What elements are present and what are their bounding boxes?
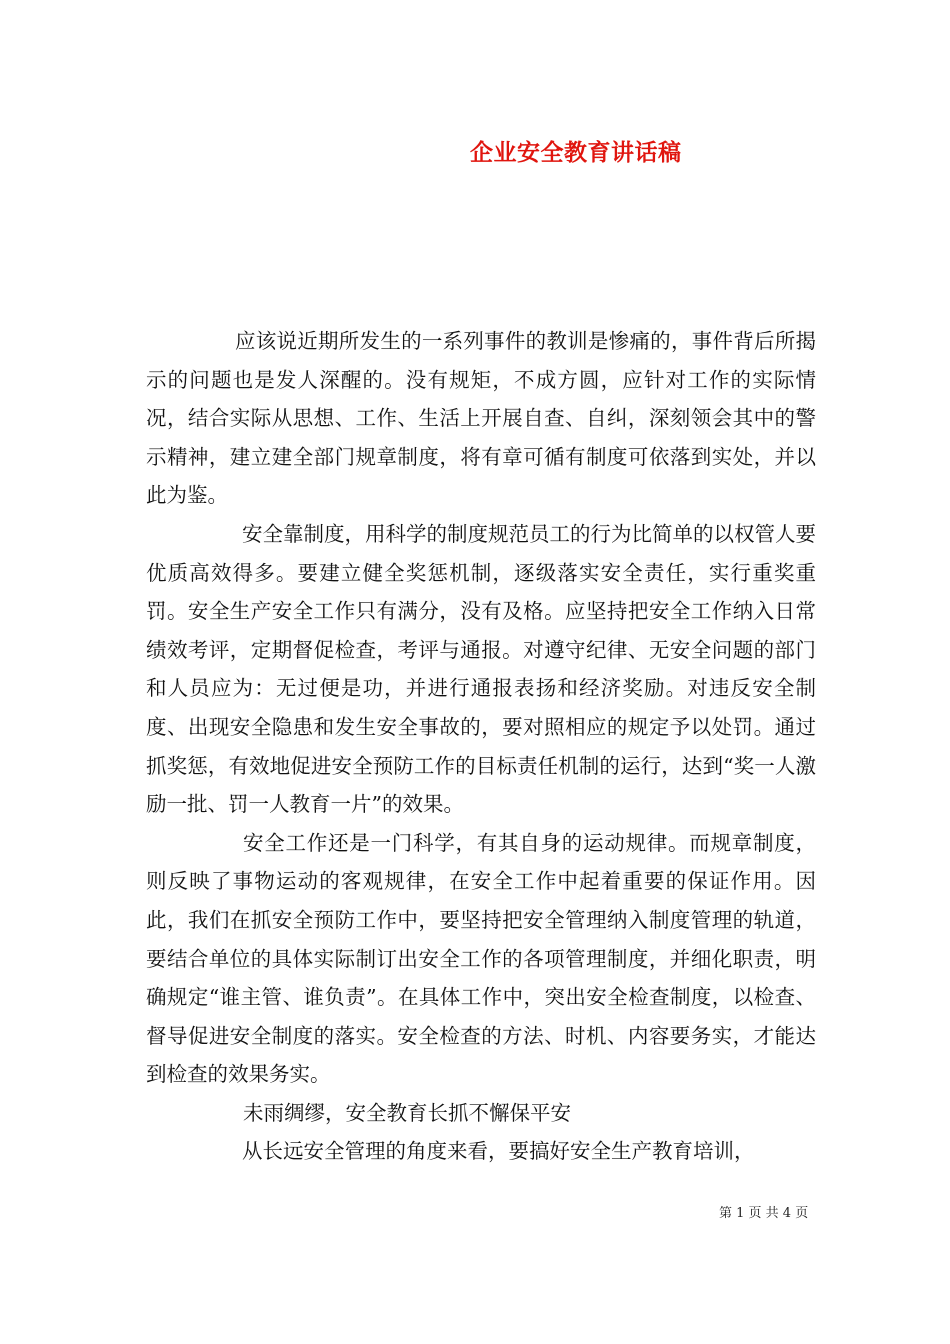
paragraph-long-term-management: 从长远安全管理的角度来看，要搞好安全生产教育培训，	[242, 1139, 755, 1164]
page-number-footer: 第 1 页 共 4 页	[719, 1206, 809, 1221]
document-body	[146, 322, 816, 1171]
document-title: 企业安全教育讲话稿	[470, 139, 682, 166]
section-heading-safety-education: 未雨绸缪，安全教育长抓不懈保平安	[243, 1100, 571, 1125]
paragraph-lessons: 应该说近期所发生的一系列事件的教训是惨痛的，事件背后所揭示的问题也是发人深醒的。没有规矩，不成方圆，应针对工作的实际情况，结合实际从思想、工作、生活上开展自查、自纠，深刻领会其中的警示精神，建立建全部门规章制度，将有章可循有制度可依落到实处，并以此为鉴。	[146, 329, 816, 508]
paragraph-safety-science: 安全工作还是一门科学，有其自身的运动规律。而规章制度，则反映了事物运动的客观规律，在安全工作中起着重要的保证作用。因此，我们在抓安全预防工作中，要坚持把安全管理纳入制度管理的轨道，要结合单位的具体实际制订出安全工作的各项管理制度，并细化职责，明确规定“谁主管、谁负责”。在具体工作中，突出安全检查制度，以检查、督导促进安全制度的落实。安全检查的方法、时机、内容要务实，才能达到检查的效果务实。	[146, 830, 816, 1087]
paragraph-safety-system: 安全靠制度，用科学的制度规范员工的行为比简单的以权管人要优质高效得多。要建立健全奖惩机制，逐级落实安全责任，实行重奖重罚。安全生产安全工作只有满分，没有及格。应坚持把安全工作纳入日常绩效考评，定期督促检查，考评与通报。对遵守纪律、无安全问题的部门和人员应为：无过便是功，并进行通报表扬和经济奖励。对违反安全制度、出现安全隐患和发生安全事故的，要对照相应的规定予以处罚。通过抓奖惩，有效地促进安全预防工作的目标责任机制的运行，达到“奖一人激励一批、罚一人教育一片”的效果。	[146, 521, 816, 817]
